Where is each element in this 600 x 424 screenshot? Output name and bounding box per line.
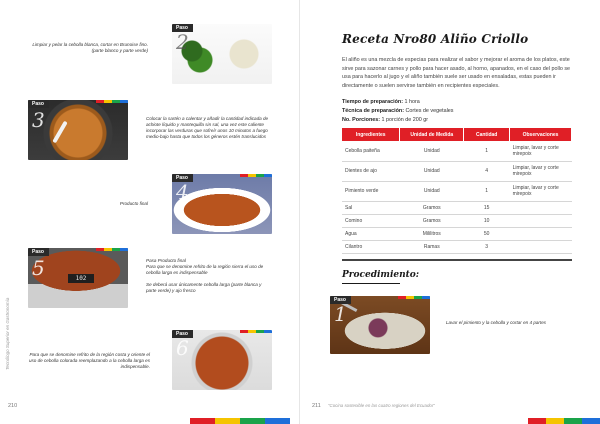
page-number-right: 211 (312, 403, 321, 409)
cell-quantity: 50 (464, 227, 510, 240)
cell-ingredient: Pimiento verde (342, 181, 400, 201)
recipe-title: Receta Nro80 Aliño Criollo (342, 32, 529, 46)
bottom-color-bar-left (150, 418, 290, 424)
cell-quantity: 10 (464, 214, 510, 227)
right-page (300, 0, 600, 424)
cell-quantity: 4 (464, 161, 510, 181)
step-5-photo (28, 248, 128, 308)
step-6-photo (172, 330, 272, 390)
color-stripe (240, 174, 272, 177)
paso-tag: Paso (28, 100, 49, 108)
procedure-underline (342, 283, 400, 284)
meta-time: Tiempo de preparación: 1 hora (342, 99, 420, 105)
step-number: 1 (334, 302, 347, 326)
cell-ingredient: Cilantro (342, 240, 400, 253)
step-1-photo (330, 296, 430, 354)
col-header-cantidad: Cantidad (464, 128, 510, 141)
table-bottom-rule (342, 259, 572, 261)
cell-unit: Unidad (400, 181, 464, 201)
step-2-photo (172, 24, 272, 84)
meta-portions: No. Porciones: 1 porción de 200 gr (342, 116, 428, 123)
meta-technique: Técnica de preparación: Cortes de vegetales (342, 107, 454, 114)
paso-tag: Paso (28, 248, 49, 256)
cell-unit: Gramos (400, 214, 464, 227)
cell-unit: Unidad (400, 161, 464, 181)
step-number: 3 (32, 108, 45, 132)
step-5-caption: Pasa Producto final Para que se denomine refrito de la región sierra el uso de cebolla larga es indispensable Se deberá usar únicamente cebolla larga (parte blanca y parte verde) y ajo fresco (146, 258, 264, 293)
spoon-graphic (52, 121, 67, 144)
cell-unit: Unidad (400, 141, 464, 161)
cell-unit: Mililitros (400, 227, 464, 240)
cell-ingredient: Sal (342, 201, 400, 214)
step-number: 5 (32, 256, 45, 280)
recipe-intro: El aliño es una mezcla de especias para realizar el sabor y mejorar el aroma de los platos, este sirve para sazonar carnes y pollo para hacer asado, al horno, apanados, en el caso del pollo se usa para hacerlo al jugo y el aliño también suele ser usado en ensaladas, estas pueden ir directamente o suelen servirse también en recipientes especiales. (342, 57, 571, 90)
step-4-photo (172, 174, 272, 234)
step-number: 6 (176, 336, 189, 360)
cell-ingredient: Cebolla paiteña (342, 141, 400, 161)
table-row (342, 201, 572, 214)
cell-quantity: 15 (464, 201, 510, 214)
cell-quantity: 1 (464, 181, 510, 201)
cell-observation (510, 214, 572, 227)
scale-display: 102 (68, 274, 94, 283)
table-row (342, 141, 572, 161)
table-row (342, 181, 572, 201)
col-header-ingredientes: Ingredientes (342, 128, 400, 141)
paso-tag: Paso (330, 296, 351, 304)
cell-ingredient: Comino (342, 214, 400, 227)
cell-quantity: 1 (464, 141, 510, 161)
table-row (342, 240, 572, 253)
step-6-caption: Para que se denomine refrito de la región costa y oriente el uso de cebolla colorada reemplazando a la cebolla larga es indispensable. (28, 352, 150, 369)
table-header-row (342, 128, 572, 141)
procedure-title: Procedimiento: (342, 270, 420, 280)
color-stripe (96, 100, 128, 103)
step-2-caption: Limpiar y pelar la cebolla blanca, cortar en Brunoise fino. (parte blanco y parte verde) (32, 42, 148, 53)
step-3-caption: Colocar la sartén a calentar y añadir la cantidad indicada de achiote líquido y mantequilla sin sal, una vez este caliente incorporar las verduras que sofreír unos 10 minutos a fuego medio-bajo hasta que todos los géneros estén translucidos (146, 116, 269, 139)
step-number: 2 (176, 30, 189, 54)
cell-observation (510, 201, 572, 214)
paso-tag: Paso (172, 330, 193, 338)
footer-book-title: "Cocina sostenible en las cuatro regiones del Ecuador" (328, 403, 435, 408)
col-header-unidad: Unidad de Medida (400, 128, 464, 141)
color-stripe (96, 248, 128, 251)
vertical-label (3, 250, 11, 370)
cell-observation: Limpiar, lavar y corte mirepoix (510, 141, 572, 161)
cell-observation: Limpiar, lavar y corte mirepoix (510, 161, 572, 181)
step-3-photo (28, 100, 128, 160)
cell-ingredient: Agua (342, 227, 400, 240)
color-stripe (398, 296, 430, 299)
cell-observation: Limpiar, lavar y corte mirepoix (510, 181, 572, 201)
recipe-meta (342, 98, 453, 124)
vertical-label-text: Tecnólogo Superior en Gastronomía (5, 297, 10, 370)
page-number-left: 210 (8, 403, 18, 409)
table-row (342, 227, 572, 240)
cell-observation (510, 240, 572, 253)
color-stripe (240, 330, 272, 333)
paso-tag: Paso (172, 24, 193, 32)
step-1-caption: Lavar el pimiento y la cebolla y cortar en 4 partes (446, 320, 547, 325)
table-row (342, 161, 572, 181)
step-4-caption: Producto final (119, 201, 148, 206)
cell-ingredient: Dientes de ajo (342, 161, 400, 181)
paso-tag: Paso (172, 174, 193, 182)
cell-unit: Ramas (400, 240, 464, 253)
bottom-color-bar-right (510, 418, 600, 424)
table-row (342, 214, 572, 227)
ingredients-table (342, 128, 572, 254)
col-header-observaciones: Observaciones (510, 128, 572, 141)
step-number: 4 (176, 180, 189, 204)
cell-unit: Gramos (400, 201, 464, 214)
cell-quantity: 3 (464, 240, 510, 253)
cell-observation (510, 227, 572, 240)
